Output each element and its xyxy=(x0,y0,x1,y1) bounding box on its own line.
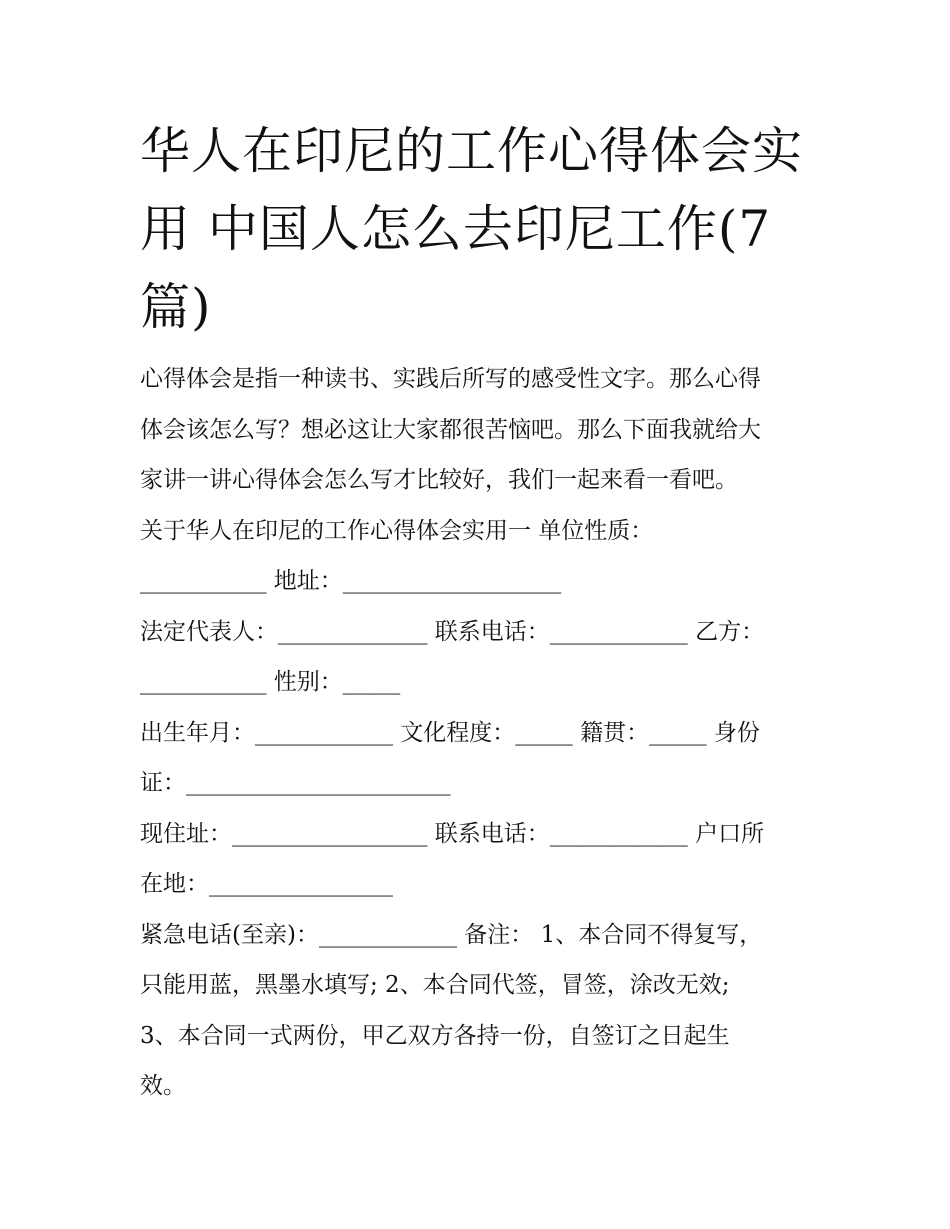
body-line: 只能用蓝，黑墨水填写; 2、本合同代签，冒签，涂改无效; xyxy=(140,972,730,998)
title-line: 篇) xyxy=(140,278,212,336)
body-line: 出生年月：____________ 文化程度：_____ 籍贯：_____ 身份 xyxy=(140,719,760,746)
body-line: 证：_______________________ xyxy=(140,770,451,796)
body-line: 家讲一讲心得体会怎么写才比较好，我们一起来看一看吧。 xyxy=(140,467,738,493)
body-line: 在地：________________ xyxy=(140,871,393,897)
document-body xyxy=(140,354,820,1112)
body-line: 心得体会是指一种读书、实践后所写的感受性文字。那么心得 xyxy=(140,366,761,392)
title-line: 用 中国人怎么去印尼工作(7 xyxy=(140,200,772,258)
body-line: ___________ 性别：_____ xyxy=(140,669,401,695)
body-line: 3、本合同一式两份，甲乙双方各持一份，自签订之日起生 xyxy=(140,1022,730,1049)
body-line: 现住址：_________________ 联系电话：____________ 户口所 xyxy=(140,820,765,847)
body-line: 法定代表人：_____________ 联系电话：____________ 乙方： xyxy=(140,618,765,645)
body-line: 紧急电话(至亲)：____________ 备注： 1、本合同不得复写， xyxy=(140,921,763,948)
title-line: 华人在印尼的工作心得体会实 xyxy=(140,122,803,180)
body-line: 体会该怎么写？想必这让大家都很苦恼吧。那么下面我就给大 xyxy=(140,416,761,443)
body-line: 关于华人在印尼的工作心得体会实用一 单位性质： xyxy=(140,517,654,544)
body-line: 效。 xyxy=(140,1073,186,1099)
document-title xyxy=(140,112,830,346)
body-line: ___________ 地址：___________________ xyxy=(140,568,562,594)
